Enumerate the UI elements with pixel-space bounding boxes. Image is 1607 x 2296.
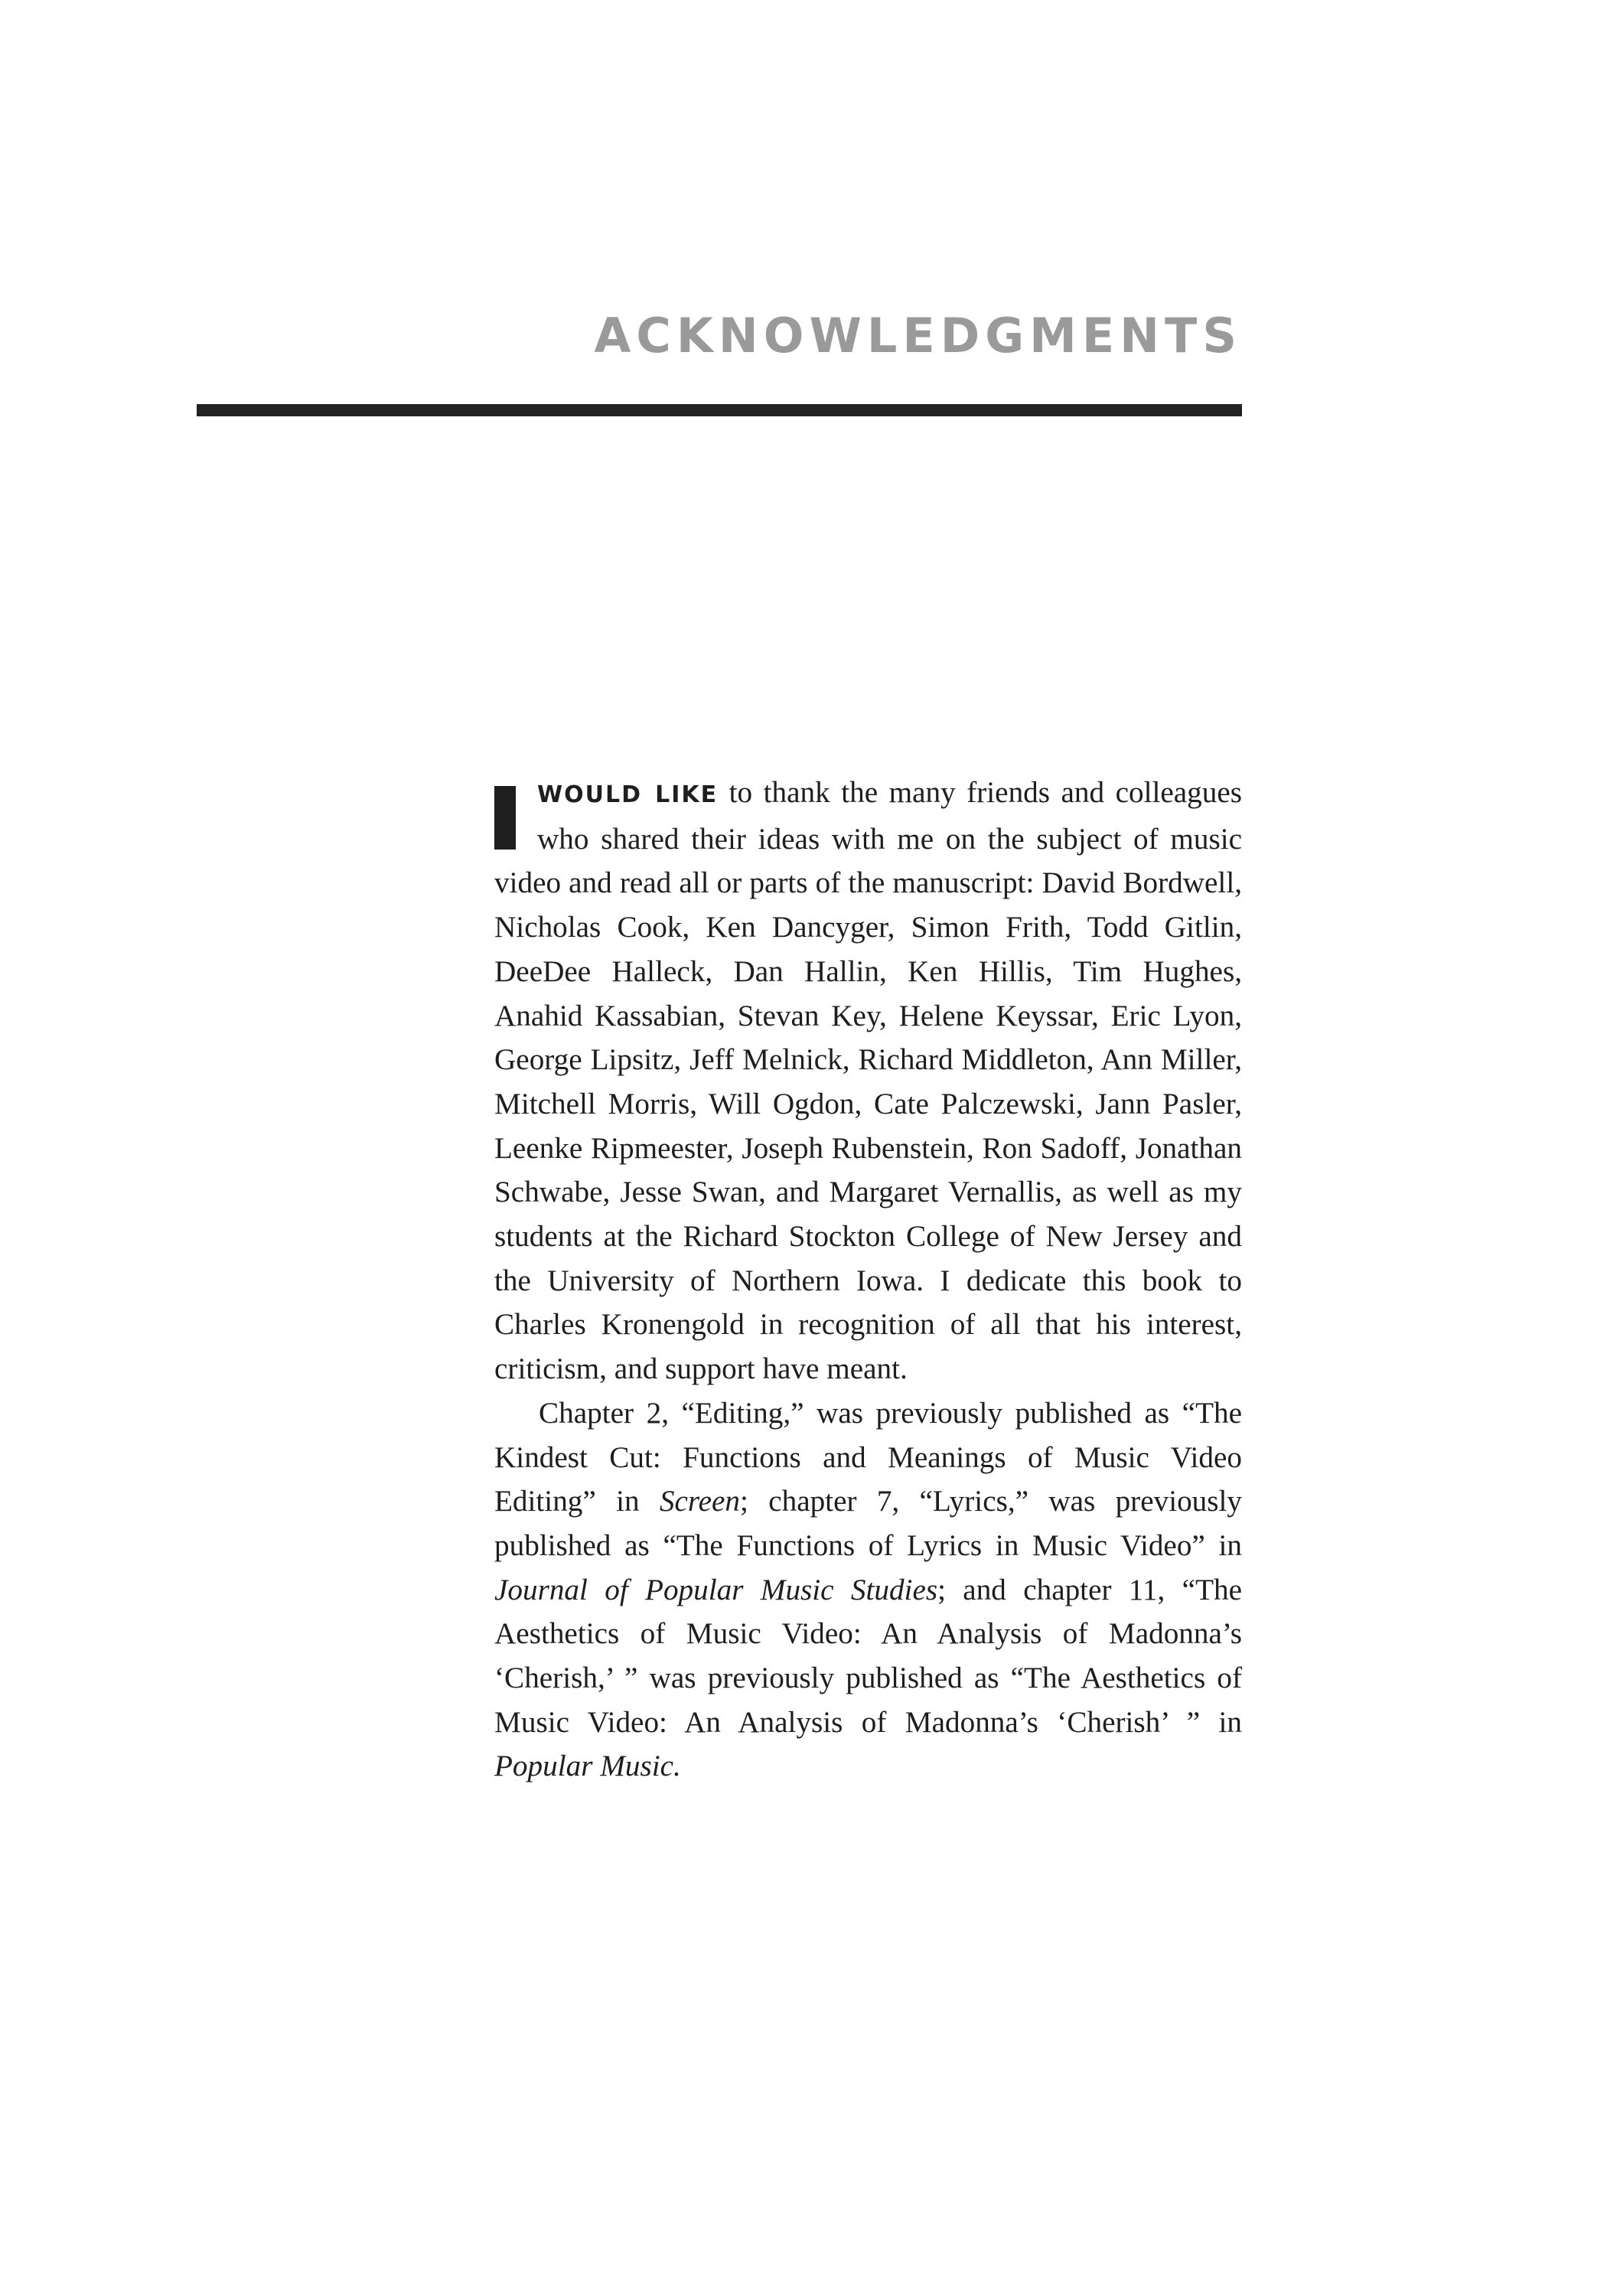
credits-text-2: ; chapter 7, “Lyrics,” was previously published as “The Functions of Lyrics in Music Video” in: [494, 1485, 1243, 1562]
title-rule: [197, 404, 1242, 416]
journal-title-jpms: Journal of Popular Music Studies: [494, 1573, 938, 1606]
credits-text-3: ; and chapter 11, “The Aesthetics of Music Video: An Analysis of Madonna’s ‘Cherish,’ ” was previously published as “The Aesthetics of Music Video: An Analysis of Madonna’s ‘Cherish’ ” in: [494, 1573, 1242, 1739]
paragraph-thanks-text: to thank the many friends and colleagues who shared their ideas with me on the subject of music video and read all or parts of the manuscript: David Bordwell, Nicholas Cook, Ken Dancyger, Simon Frith, Todd Gitlin, DeeDee Halleck, Dan Hallin, Ken Hillis, Tim Hughes, Anahid Kassabian, Stevan Key, Helene Keyssar, Eric Lyon, George Lipsitz, Jeff Melnick, Richard Middleton, Ann Miller, Mitchell Morris, Will Ogdon, Cate Palczewski, Jann Pasler, Leenke Ripmeester, Joseph Rubenstein, Ron Sadoff, Jonathan Schwabe, Jesse Swan, and Margaret Vernallis, as well as my students at the Richard Stockton College of New Jersey and the University of Northern Iowa. I dedicate this book to Charles Kronengold in recognition of all that his interest, criticism, and support have meant.: [494, 776, 1242, 1386]
journal-title-popular-music: Popular Music.: [494, 1750, 681, 1783]
acknowledgments-body: [494, 771, 1242, 1789]
paragraph-publication-credits: [494, 1391, 1242, 1789]
page-title: ACKNOWLEDGMENTS: [594, 308, 1242, 364]
drop-cap: [494, 786, 516, 850]
lead-in-small-caps: WOULD LIKE: [537, 781, 719, 808]
paragraph-thanks: [494, 771, 1242, 1391]
credits-text-1: Chapter 2, “Editing,” was previously published as “The Kindest Cut: Functions and Meanings of Music Video Editing” in: [494, 1396, 1242, 1518]
journal-title-screen: Screen: [659, 1485, 741, 1518]
